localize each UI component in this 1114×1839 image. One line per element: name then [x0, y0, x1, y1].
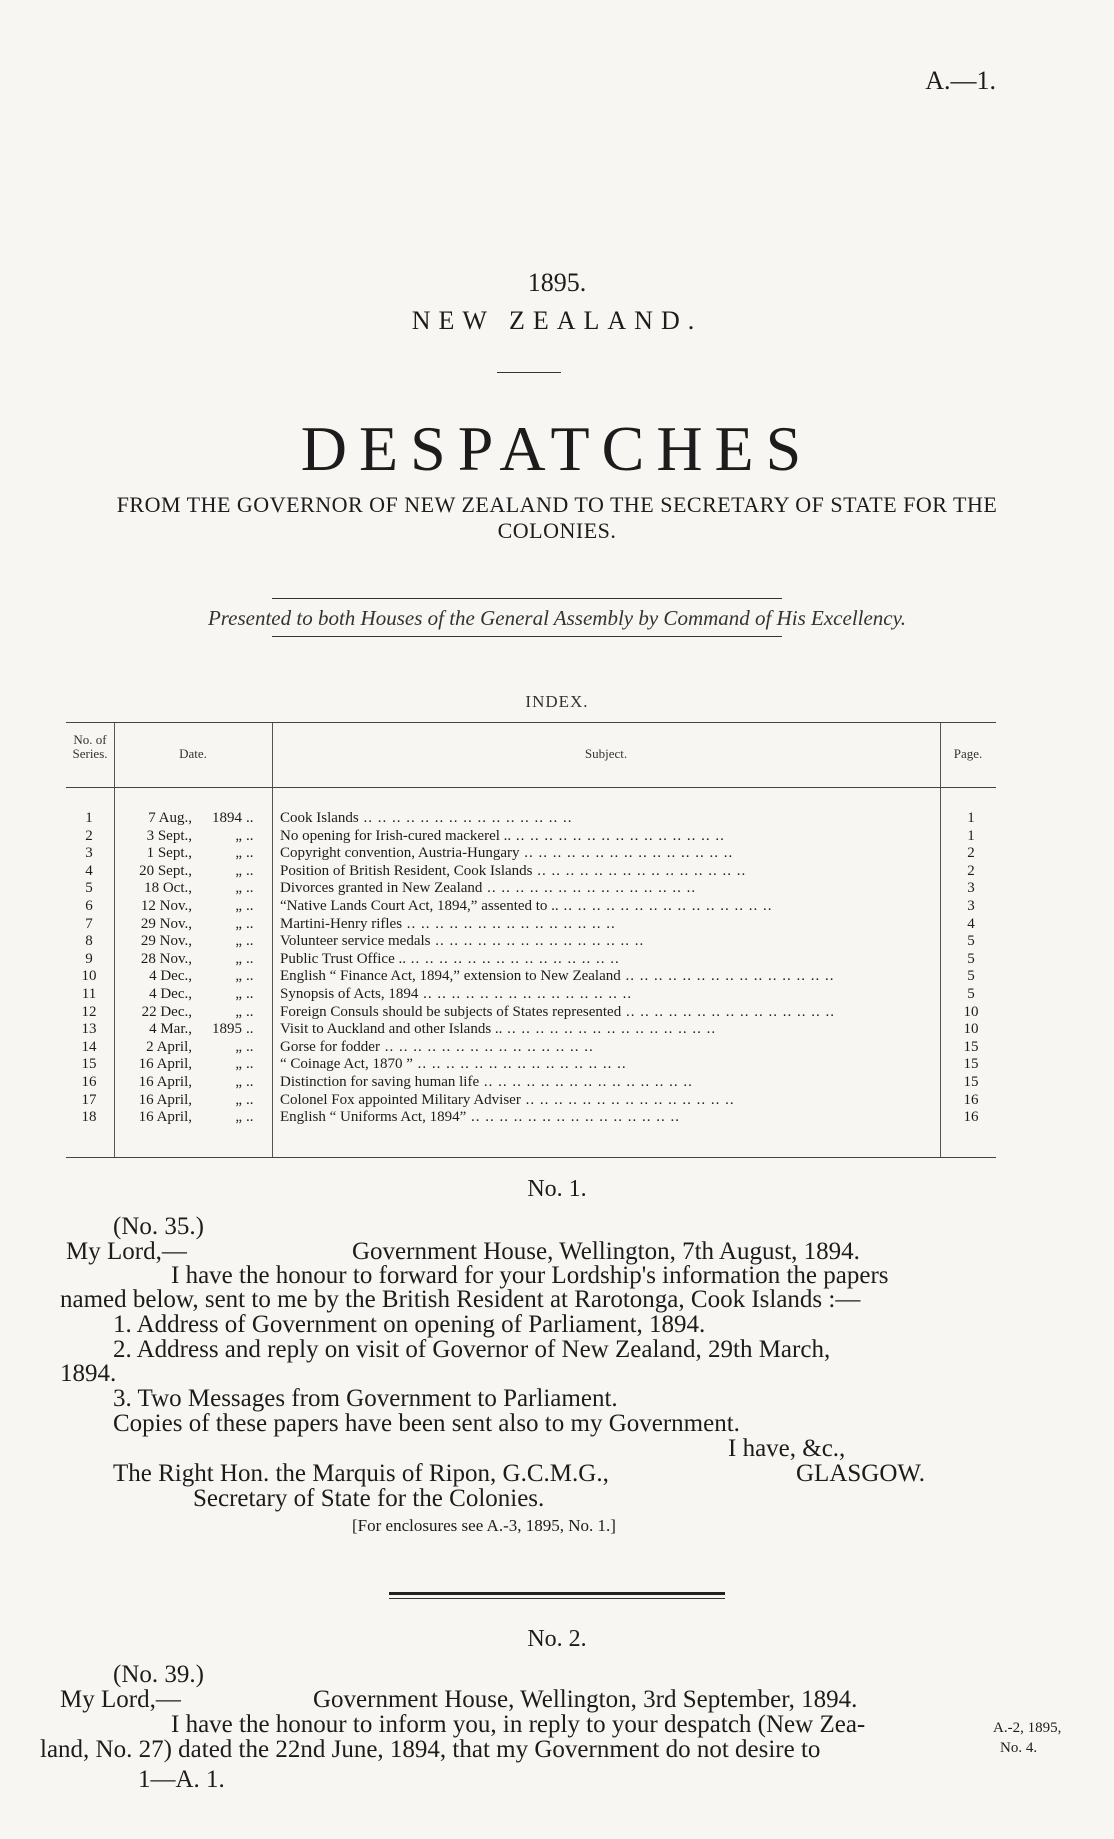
- leader-dots: ..: [246, 897, 254, 914]
- letter-2-margin-ref: No. 4.: [1000, 1740, 1038, 1756]
- index-table: [66, 722, 996, 1158]
- table-row: [66, 828, 996, 846]
- letter-2-ref: (No. 39.): [113, 1661, 204, 1688]
- letter-1-signature: GLASGOW.: [796, 1460, 925, 1487]
- row-page: 5: [967, 985, 975, 1002]
- document-title: DESPATCHES: [300, 413, 814, 484]
- row-subject: [280, 880, 1010, 898]
- row-subject-text: Visit to Auckland and other Islands ..: [280, 1021, 503, 1038]
- document-subtitle: FROM THE GOVERNOR OF NEW ZEALAND TO THE SECRETARY OF STATE FOR THE COLONIES.: [116, 492, 998, 543]
- leader-dots: ..: [246, 810, 254, 826]
- leader-dots: .. .. .. .. .. .. .. .. .. .. .. .. .. .. ..: [418, 985, 633, 1002]
- table-row: [66, 1056, 996, 1074]
- row-date-year: „: [235, 985, 242, 1002]
- row-subject: [280, 968, 1010, 986]
- row-subject-text: Divorces granted in New Zealand: [280, 880, 483, 897]
- row-date-day: 16 April,: [138, 1091, 192, 1108]
- row-subject-text: No opening for Irish-cured mackerel ..: [280, 827, 512, 844]
- row-subject-text: English “ Finance Act, 1894,” extension to New Zealand: [280, 968, 621, 985]
- row-subject: [280, 1092, 1010, 1110]
- table-row: [66, 880, 996, 898]
- divider: [389, 1592, 725, 1595]
- table-row: [66, 863, 996, 881]
- row-page: 10: [963, 1021, 979, 1038]
- signature-mark: 1—A. 1.: [138, 1766, 225, 1793]
- row-date-year: „: [235, 897, 242, 914]
- leader-dots: ..: [246, 1073, 254, 1090]
- row-no: 11: [81, 985, 97, 1002]
- table-row: [66, 1039, 996, 1057]
- letter-1-heading: No. 1.: [527, 1176, 587, 1202]
- table-row: [66, 1074, 996, 1092]
- row-date-day: 22 Dec.,: [141, 1003, 192, 1020]
- row-date-year: „: [235, 915, 242, 932]
- row-date-day: 16 April,: [138, 1056, 192, 1073]
- row-date-day: 12 Nov.,: [140, 897, 192, 914]
- row-date-year: „: [235, 1073, 242, 1090]
- table-row: [66, 968, 996, 986]
- header-subject: Subject.: [584, 746, 628, 761]
- row-date-day: 28 Nov.,: [140, 950, 192, 967]
- divider: [497, 372, 561, 373]
- leader-dots: .. .. .. .. .. .. .. .. .. .. .. .. .. .. ..: [358, 810, 573, 826]
- row-page: 4: [967, 915, 975, 932]
- divider: [272, 636, 782, 637]
- table-row: [66, 986, 996, 1004]
- leader-dots: ..: [246, 985, 254, 1002]
- row-page: 15: [963, 1038, 979, 1055]
- row-page: 2: [967, 862, 975, 879]
- letter-2-place-date: Government House, Wellington, 3rd September, 1894.: [313, 1686, 858, 1713]
- letter-1-item: 1894.: [60, 1360, 117, 1387]
- letter-2-margin-ref: A.-2, 1895,: [993, 1720, 1062, 1736]
- row-subject-text: “ Coinage Act, 1870 ”: [280, 1056, 413, 1073]
- row-subject-text: Colonel Fox appointed Military Adviser: [280, 1091, 521, 1108]
- leader-dots: ..: [246, 1091, 254, 1108]
- leader-dots: .. .. .. .. .. .. .. .. .. .. .. .. .. .. ..: [502, 1021, 717, 1038]
- letter-1-item: 1. Address of Government on opening of Parliament, 1894.: [113, 1311, 706, 1338]
- leader-dots: ..: [246, 950, 254, 967]
- leader-dots: ..: [246, 915, 254, 932]
- row-page: 16: [963, 1091, 979, 1108]
- row-no: 13: [81, 1021, 97, 1038]
- index-rows: [66, 810, 996, 1127]
- leader-dots: .. .. .. .. .. .. .. .. .. .. .. .. .. .. ..: [402, 915, 616, 932]
- leader-dots: .. .. .. .. .. .. .. .. .. .. .. .. .. .. ..: [479, 1073, 693, 1090]
- row-date-year: „: [235, 845, 242, 862]
- row-date: [118, 898, 268, 916]
- row-subject-text: Position of British Resident, Cook Islands: [280, 862, 533, 879]
- row-subject: [280, 951, 1010, 969]
- row-subject: [280, 1004, 1010, 1022]
- page-reference: A.—1.: [925, 66, 996, 95]
- row-subject-text: Public Trust Office ..: [280, 950, 406, 967]
- row-date-day: 29 Nov.,: [140, 933, 192, 950]
- header-divider: [66, 787, 996, 788]
- row-date-day: 16 April,: [138, 1109, 192, 1126]
- row-subject-text: Martini-Henry rifles: [280, 915, 403, 932]
- row-date-day: 7 Aug.,: [148, 810, 192, 826]
- row-date: [118, 1056, 268, 1074]
- header-no: No. of Series.: [72, 732, 108, 761]
- letter-1-item: 3. Two Messages from Government to Parliament.: [113, 1385, 618, 1412]
- row-no: 3: [85, 845, 93, 862]
- letter-1-enclosure-note: [For enclosures see A.-3, 1895, No. 1.]: [352, 1516, 616, 1535]
- row-page: 3: [967, 897, 975, 914]
- letter-1-place-date: Government House, Wellington, 7th August, 1894.: [352, 1238, 860, 1265]
- row-date-year: „: [235, 1109, 242, 1126]
- row-subject-text: English “ Uniforms Act, 1894”: [280, 1109, 467, 1126]
- row-no: 1: [85, 810, 93, 826]
- row-date-year: „: [235, 1038, 242, 1055]
- row-date-year: „: [235, 1091, 242, 1108]
- row-subject: [280, 1021, 1010, 1039]
- row-page: 10: [963, 1003, 979, 1020]
- row-date-year: „: [235, 1056, 242, 1073]
- letter-1-body-line: Copies of these papers have been sent also to my Government.: [113, 1410, 740, 1437]
- row-date-year: „: [235, 968, 242, 985]
- leader-dots: .. .. .. .. .. .. .. .. .. .. .. .. .. .. ..: [558, 897, 773, 914]
- row-no: 12: [81, 1003, 97, 1020]
- row-no: 14: [81, 1038, 97, 1055]
- row-no: 6: [85, 897, 93, 914]
- row-subject: [280, 933, 1010, 951]
- row-date-year: „: [235, 933, 242, 950]
- row-date-day: 4 Mar.,: [149, 1021, 192, 1038]
- table-row: [66, 916, 996, 934]
- row-subject-text: Distinction for saving human life: [280, 1073, 480, 1090]
- row-date-day: 18 Oct.,: [144, 880, 192, 897]
- document-country: NEW ZEALAND.: [411, 306, 703, 335]
- row-date-year: „: [235, 862, 242, 879]
- row-date-year: „: [235, 827, 242, 844]
- row-date: [118, 986, 268, 1004]
- row-subject: [280, 1074, 1010, 1092]
- row-page: 1: [967, 810, 975, 826]
- row-subject-text: Synopsis of Acts, 1894: [280, 985, 419, 1002]
- presented-line: Presented to both Houses of the General Assembly by Command of His Excellency.: [207, 606, 907, 630]
- row-date-day: 16 April,: [138, 1073, 192, 1090]
- leader-dots: .. .. .. .. .. .. .. .. .. .. .. .. .. .. ..: [511, 827, 725, 844]
- leader-dots: .. .. .. .. .. .. .. .. .. .. .. .. .. .. ..: [532, 862, 747, 879]
- row-date: [118, 828, 268, 846]
- leader-dots: .. .. .. .. .. .. .. .. .. .. .. .. .. .. ..: [621, 1003, 835, 1020]
- row-subject: [280, 863, 1010, 881]
- row-page: 15: [963, 1073, 979, 1090]
- letter-1-ref: (No. 35.): [113, 1213, 204, 1240]
- letter-1-addressee: The Right Hon. the Marquis of Ripon, G.C.M.G.,: [113, 1460, 609, 1487]
- row-date: [118, 1021, 268, 1039]
- row-subject: [280, 1039, 1010, 1057]
- letter-1-item: 2. Address and reply on visit of Governor of New Zealand, 29th March,: [113, 1336, 831, 1363]
- leader-dots: ..: [246, 1003, 254, 1020]
- divider: [389, 1598, 725, 1599]
- row-no: 7: [85, 915, 93, 932]
- row-date-day: 4 Dec.,: [149, 985, 192, 1002]
- leader-dots: ..: [246, 1021, 254, 1038]
- row-date-year: 1894: [212, 810, 242, 826]
- row-page: 3: [967, 880, 975, 897]
- row-subject-text: “Native Lands Court Act, 1894,” assented to ..: [280, 897, 559, 914]
- leader-dots: ..: [246, 933, 254, 950]
- leader-dots: ..: [246, 827, 254, 844]
- row-date: [118, 933, 268, 951]
- table-row: [66, 845, 996, 863]
- table-row: [66, 898, 996, 916]
- row-subject: [280, 828, 1010, 846]
- row-no: 9: [85, 950, 93, 967]
- letter-1-closing: I have, &c.,: [728, 1435, 846, 1462]
- header-page: Page.: [953, 746, 983, 761]
- row-subject: [280, 1109, 1010, 1127]
- letter-2-body-line: I have the honour to inform you, in reply to your despatch (New Zea-: [171, 1711, 866, 1738]
- divider: [272, 598, 782, 599]
- leader-dots: .. .. .. .. .. .. .. .. .. .. .. .. .. .. ..: [405, 950, 620, 967]
- row-date: [118, 1004, 268, 1022]
- leader-dots: ..: [246, 1038, 254, 1055]
- row-date: [118, 916, 268, 934]
- letter-2-heading: No. 2.: [527, 1626, 587, 1652]
- leader-dots: .. .. .. .. .. .. .. .. .. .. .. .. .. .. ..: [379, 1038, 594, 1055]
- leader-dots: ..: [246, 1056, 254, 1073]
- row-page: 2: [967, 845, 975, 862]
- leader-dots: .. .. .. .. .. .. .. .. .. .. .. .. .. .. ..: [430, 933, 645, 950]
- index-title: INDEX.: [525, 692, 589, 711]
- table-row: [66, 1004, 996, 1022]
- row-no: 5: [85, 880, 93, 897]
- row-date-day: 1 Sept.,: [146, 845, 192, 862]
- letter-1-addressee-title: Secretary of State for the Colonies.: [193, 1485, 545, 1512]
- table-row: [66, 810, 996, 828]
- table-row: [66, 1021, 996, 1039]
- row-page: 16: [963, 1109, 979, 1126]
- row-date: [118, 845, 268, 863]
- header-date: Date.: [179, 746, 207, 761]
- leader-dots: .. .. .. .. .. .. .. .. .. .. .. .. .. .. ..: [466, 1109, 680, 1126]
- table-row: [66, 951, 996, 969]
- row-date-year: 1895: [212, 1021, 242, 1038]
- letter-1-body-line: I have the honour to forward for your Lordship's information the papers: [171, 1262, 889, 1289]
- row-subject-text: Gorse for fodder: [280, 1038, 380, 1055]
- row-page: 5: [967, 933, 975, 950]
- row-date-day: 20 Sept.,: [139, 862, 192, 879]
- row-page: 15: [963, 1056, 979, 1073]
- leader-dots: ..: [246, 968, 254, 985]
- row-date: [118, 1092, 268, 1110]
- row-no: 16: [81, 1073, 97, 1090]
- row-subject: [280, 916, 1010, 934]
- row-no: 8: [85, 933, 93, 950]
- row-date: [118, 810, 268, 828]
- leader-dots: ..: [246, 845, 254, 862]
- row-subject: [280, 1056, 1010, 1074]
- row-subject-text: Cook Islands: [280, 810, 359, 826]
- row-date-year: „: [235, 950, 242, 967]
- letter-2-salutation: My Lord,—: [60, 1686, 181, 1713]
- row-date-year: „: [235, 1003, 242, 1020]
- row-no: 17: [81, 1091, 97, 1108]
- row-date: [118, 1039, 268, 1057]
- leader-dots: .. .. .. .. .. .. .. .. .. .. .. .. .. .. ..: [620, 968, 835, 985]
- row-subject-text: Copyright convention, Austria-Hungary: [280, 845, 520, 862]
- letter-1-salutation: My Lord,—: [66, 1238, 187, 1265]
- row-subject-text: Volunteer service medals: [280, 933, 431, 950]
- row-date-year: „: [235, 880, 242, 897]
- leader-dots: ..: [246, 862, 254, 879]
- row-no: 10: [81, 968, 97, 985]
- row-date: [118, 951, 268, 969]
- table-row: [66, 1109, 996, 1127]
- row-subject: [280, 898, 1010, 916]
- row-date-day: 2 April,: [146, 1038, 192, 1055]
- row-subject: [280, 986, 1010, 1004]
- row-no: 15: [81, 1056, 97, 1073]
- leader-dots: .. .. .. .. .. .. .. .. .. .. .. .. .. .. ..: [482, 880, 697, 897]
- leader-dots: ..: [246, 1109, 254, 1126]
- leader-dots: .. .. .. .. .. .. .. .. .. .. .. .. .. .. ..: [519, 845, 734, 862]
- row-no: 4: [85, 862, 93, 879]
- row-no: 2: [85, 827, 93, 844]
- row-subject: [280, 810, 1010, 828]
- row-date: [118, 1074, 268, 1092]
- table-row: [66, 933, 996, 951]
- document-year: 1895.: [527, 268, 587, 297]
- row-page: 5: [967, 950, 975, 967]
- leader-dots: ..: [246, 880, 254, 897]
- row-page: 5: [967, 968, 975, 985]
- row-page: 1: [967, 827, 975, 844]
- row-date: [118, 968, 268, 986]
- row-date-day: 4 Dec.,: [149, 968, 192, 985]
- row-date: [118, 880, 268, 898]
- row-date-day: 29 Nov.,: [140, 915, 192, 932]
- row-no: 18: [81, 1109, 97, 1126]
- letter-1-body-line: named below, sent to me by the British Resident at Rarotonga, Cook Islands :—: [60, 1286, 861, 1313]
- row-date-day: 3 Sept.,: [146, 827, 192, 844]
- leader-dots: .. .. .. .. .. .. .. .. .. .. .. .. .. .. ..: [520, 1091, 735, 1108]
- row-subject: [280, 845, 1010, 863]
- row-date: [118, 863, 268, 881]
- letter-2-body-line: land, No. 27) dated the 22nd June, 1894, that my Government do not desire to: [40, 1736, 821, 1763]
- leader-dots: .. .. .. .. .. .. .. .. .. .. .. .. .. .. ..: [412, 1056, 627, 1073]
- row-date: [118, 1109, 268, 1127]
- table-row: [66, 1092, 996, 1110]
- row-subject-text: Foreign Consuls should be subjects of States represented: [280, 1003, 622, 1020]
